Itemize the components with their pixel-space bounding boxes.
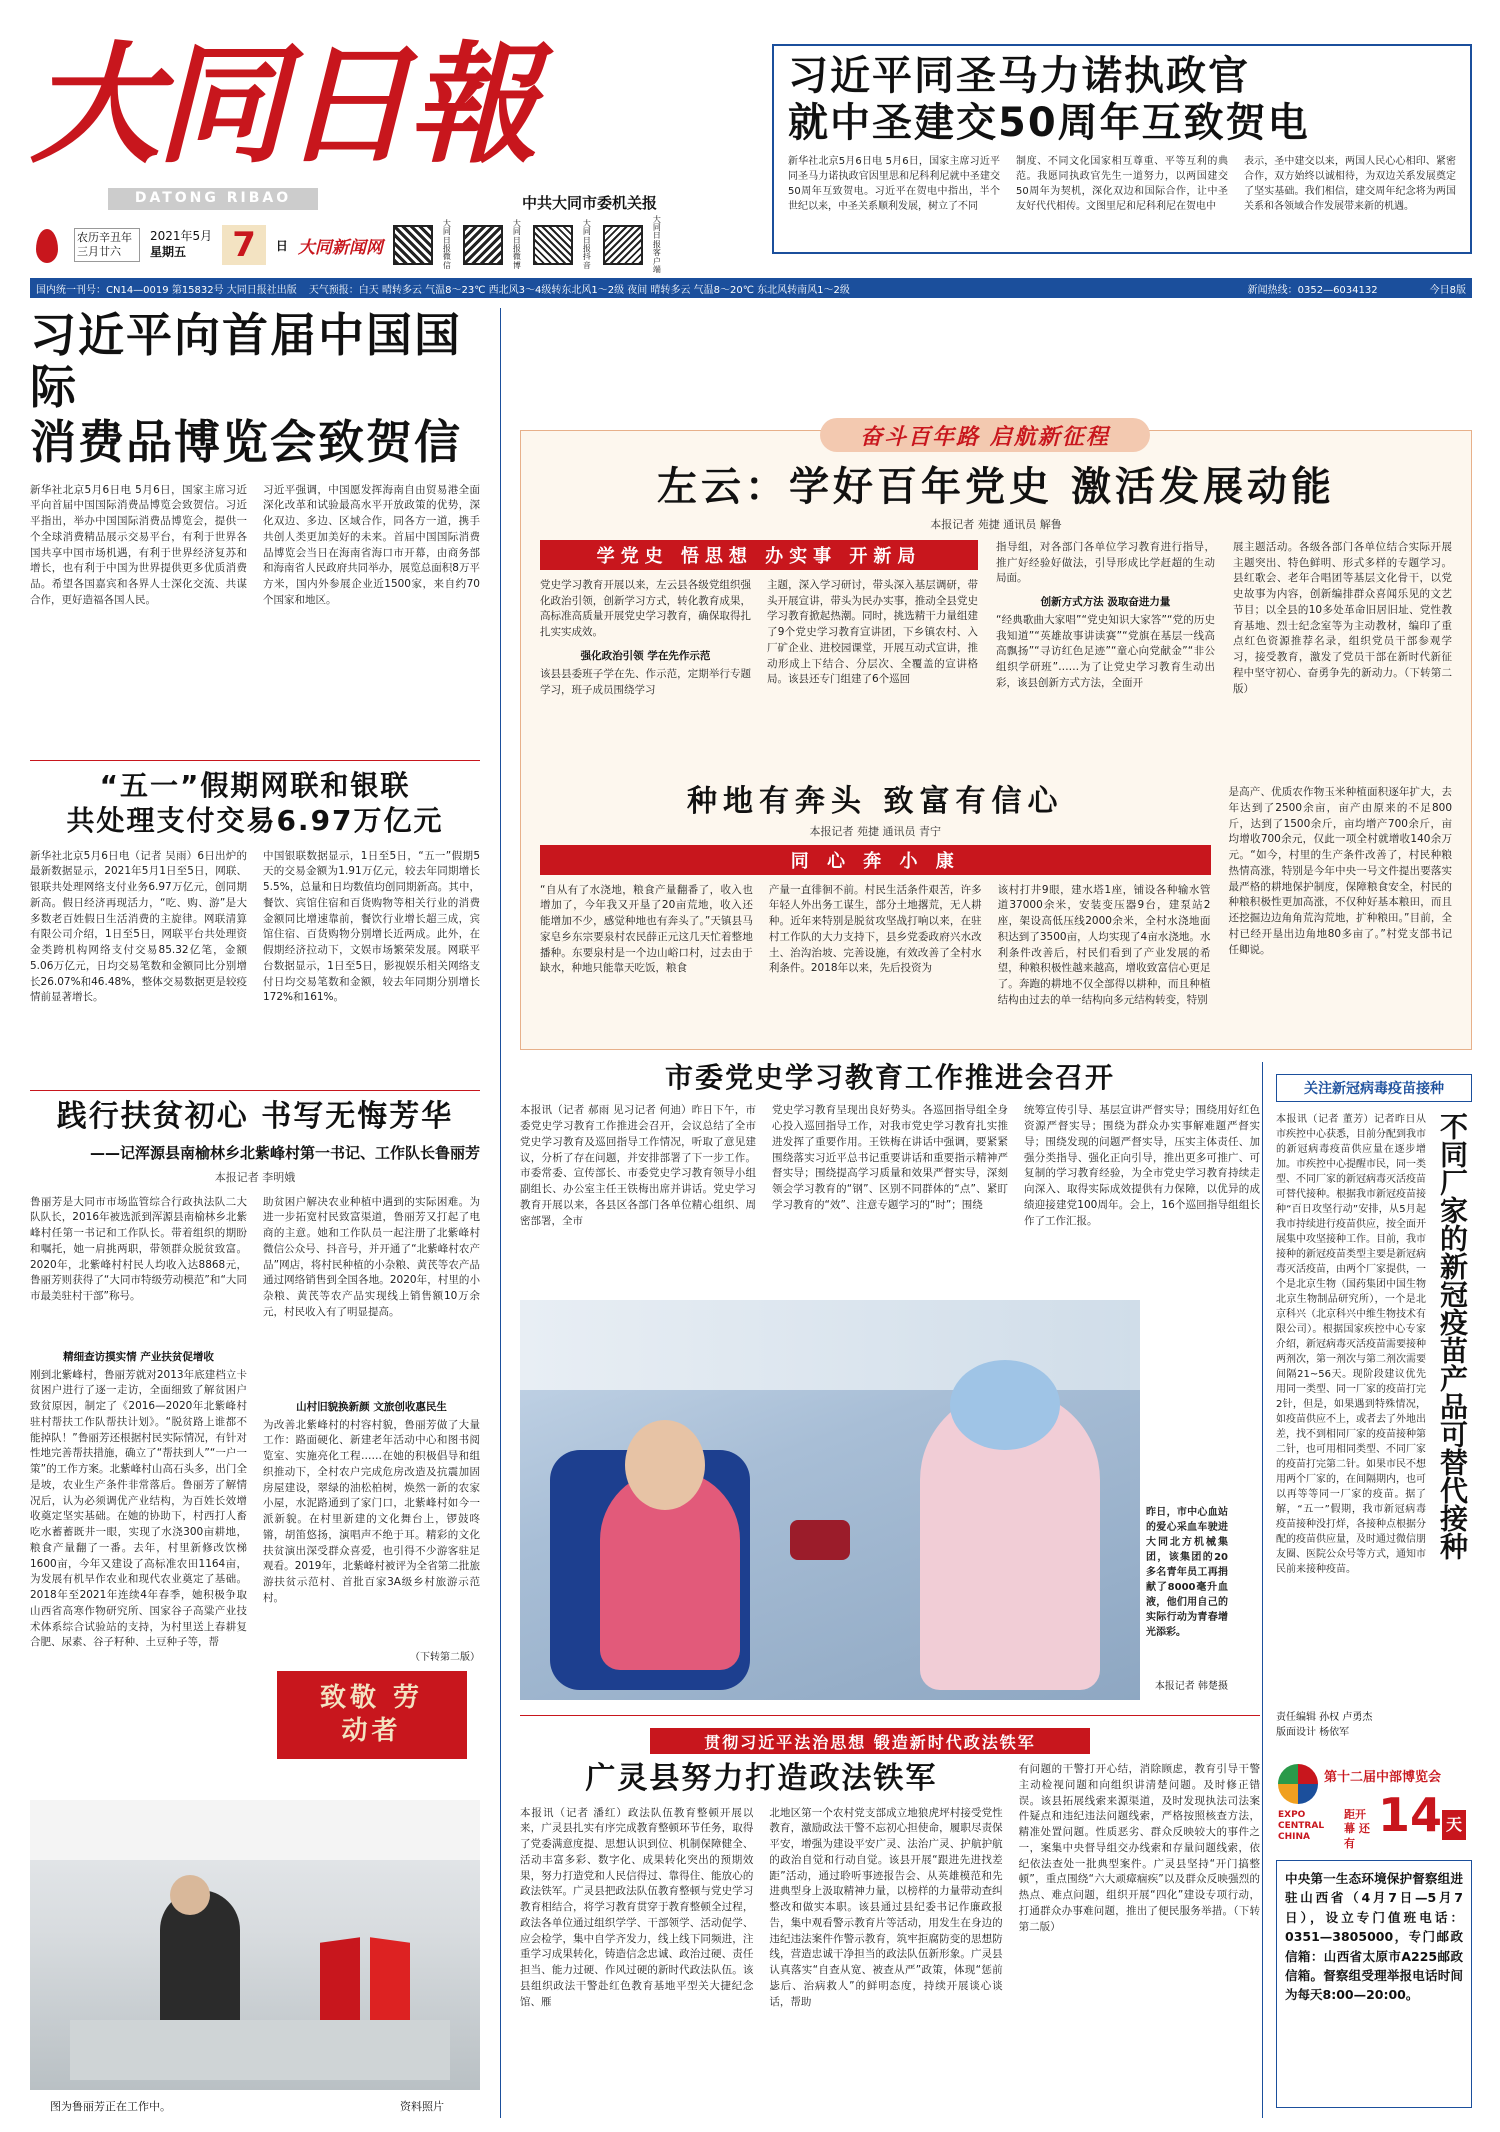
feature-col: 该县县委班子学在先、作示范，定期举行专题学习，班子成员围绕学习 [540, 667, 751, 696]
farm-col: “自从有了水浇地，粮食产量翻番了，收入也增加了，今年我又开垦了20亩荒地，收入还能增加不少，感觉种地也有奔头了。”天镇县马家皂乡东宗要泉村农民薛正元这几天忙着整地播种。东要泉村是一个边山峪口村，过去由于缺水，种地只能靠天吃饭，粮食 [540, 883, 753, 975]
masthead-logo [30, 20, 550, 190]
feature-subhead: 强化政治引领 学在先作示范 [580, 649, 711, 662]
feature-bar: 学党史 悟思想 办实事 开新局 [540, 540, 978, 570]
top-story-title-2: 就中圣建交50周年互致贺电 [788, 99, 1310, 146]
poverty-more: （下转第二版） [410, 1651, 480, 1663]
feature-col: 党史学习教育开展以来，左云县各级党组织强化政治引领，创新学习方式，转化教育成果，高标准高质量开展党史学习教育，确保取得扎扎实实成效。 [540, 578, 751, 639]
farm-title: 种地有奔头 致富有信心 [687, 784, 1064, 819]
labor-banner-text: 致敬 劳动者 [319, 1683, 424, 1746]
feature-byline: 本报记者 苑捷 通讯员 解鲁 [930, 517, 1062, 531]
wuyi-story [30, 770, 480, 1069]
masthead-pinyin: DATONG RIBAO [134, 190, 292, 206]
blood-caption: 昨日，市中心血站的爱心采血车驶进大同北方机械集团，该集团的20多名青年员工再捐献了8000毫升血液，他们用自己的实际行动为青春增光添彩。 本报记者 韩楚摄 [1146, 1507, 1228, 1692]
qr-label: 大同日报微博 [512, 218, 521, 270]
vaccine-col: 本报讯（记者 董芳）记者昨日从市疾控中心获悉，目前分配到我市的新冠病毒疫苗供应量在逐步增加。市疾控中心提醒市民，同一类型、不同厂家的新冠病毒灭活疫苗可替代接种。根据我市新冠疫苗接种“百日攻坚行动”安排，从5月起我市持续进行疫苗供应，按全面开展集中攻坚接种工作。目前，我市接种的新冠疫苗类型主要是新冠病毒灭活疫苗，由两个厂家提供，一个是北京生物（国药集团中国生物北京生物制品研究所），一个是北京科兴（北京科兴中维生物技术有限公司）。根据国家疾控中心专家介绍，新冠病毒灭活疫苗需要接种两剂次，第一剂次与第二剂次需要间隔21~56天。现阶段建议优先用同一类型、同一厂家的疫苗打完2针，但是，如果遇到特殊情况，如疫苗供应不上，或者去了外地出差，找不到相同厂家的疫苗接种第二针，也可用相同类型、不同厂家的疫苗打完第二针。如果市民不想用两个厂家的，在间隔期内，也可以再等等同一厂家的疫苗。据了解，“五一”假期，我市新冠病毒疫苗接种没打烊，各接种点根据分配的疫苗供应量，及时通过微信朋友圈、医院公众号等方式，通知市民前来接种疫苗。 [1276, 1114, 1426, 1575]
top-story-col: 制度、不同文化国家相互尊重、平等互利的典范。我愿同执政官先生一道努力，以两国建交50周年为契机，深化双边和国际合作，让中圣友好代代相传。文图里尼和尼科利尼在贺电中 [1016, 155, 1228, 212]
blood-donation-photo [520, 1300, 1140, 1700]
expo-days: 14 [1378, 1788, 1443, 1842]
column-divider [500, 308, 501, 2118]
meeting-col: 本报讯（记者 郝雨 见习记者 何迪）昨日下午，市委党史学习教育工作推进会召开，会议总结了全市党史学习教育及巡回指导工作情况，听取了意见建议，分析了存在问题，并安排部署了下一步工作。市委常委、宣传部长、市委党史学习教育领导小组副组长、办公室主任王铁梅出席并讲话。党史学习教育开展以来，各县区各部门各单位精心组织、周密部署，全市 [520, 1104, 756, 1227]
top-story-col: 表示，圣中建交以来，两国人民心心相印、紧密合作，双方始终以诚相待，为双边关系发展奠定了坚实基础。我们相信，建交周年纪念将为两国关系和各领域合作发展带来新的机遇。 [1244, 155, 1456, 212]
poverty-subhead: 精细查访摸实情 产业扶贫促增收 [63, 1350, 214, 1363]
weekday: 星期五 [150, 245, 187, 259]
poverty-title: 践行扶贫初心 书写无悔芳华 [56, 1099, 454, 1134]
info-bar [30, 278, 1472, 298]
qr-label: 大同日报抖音 [582, 218, 591, 270]
qr-label: 大同日报客户端 [652, 214, 661, 274]
meeting-col: 统筹宣传引导、基层宣讲严督实导；围绕用好红色资源严督实导；围绕为群众办实事解难题严督实导；围绕发现的问题严督实导，压实主体责任、加强分类指导、强化正向引导，推出更多可推广、可复制的学习教育经验，为全市党史学习教育持续走向深入、取得实际成效提供有力保障，以优异的成绩迎接建党100周年。会上，16个巡回指导组组长作了工作汇报。 [1024, 1104, 1260, 1227]
divider [30, 1090, 480, 1091]
poverty-col: 为改善北紫峰村的村容村貌，鲁丽芳做了大量工作：路面硬化、新建老年活动中心和图书阅览室、实施亮化工程……在她的积极倡导和组织推动下，全村农户完成危房改造及抗震加固房屋建设，翠绿的油松柏树，焕然一新的农家小屋，水泥路通到了家门口，北紫峰村如今一派新貌。在村里新建的文化舞台上，锣鼓咚锵，胡笛悠扬，演唱声不绝于耳。精彩的文化扶贫演出深受群众喜爱，也引得不少游客驻足观看。2019年，北紫峰村被评为全省第二批旅游扶贫示范村、首批百家3A级乡村旅游示范村。 [263, 1418, 480, 1604]
expo-en: EXPO CENTRAL CHINA [1278, 1810, 1325, 1842]
wuyi-col: 中国银联数据显示，1日至5日，“五一”假期5天的交易金额为1.91万亿元，较去年同期增长5.5%，总量和日均数值均创同期新高。其中，餐饮、宾馆住宿和百货购物等相关行业的消费金额同比增速靠前，餐饮行业增长超三成，宾馆住宿、百货购物分别增长近两成。此外，在假期经济拉动下，文娱市场繁荣发展。网联平台数据显示，1日至5日，影视娱乐相关网络支付日均交易笔数和金额，较去年同期分别增长172%和161%。 [263, 849, 480, 1004]
issue-info: 国内统一刊号：CN14—0019 第15832号 大同日报社出版 [36, 284, 297, 296]
feature-col: 展主题活动。各级各部门各单位结合实际开展主题突出、特色鲜明、形式多样的专题学习。县红歌会、老年合唱团等基层文化骨干，以党史故事为内容，创新编排群众喜闻乐见的文艺节目；以全县的10多处革命旧居旧址、党性教育基地、烈士纪念室等为主动教材，编印了重点红色资源推荐名录，组织党员干部参观学习，接受教育，激发了党员干部在新时代新征程中坚守初心、奋勇争先的新动力。（下转第二版） [1233, 540, 1452, 695]
lead-story [30, 310, 480, 649]
feature-col: 指导组，对各部门各单位学习教育进行指导，推广好经验好做法，引导形成比学赶超的生动局面。 [996, 540, 1215, 585]
farm-byline: 本报记者 苑捷 通讯员 青宁 [809, 824, 941, 838]
expo-days-unit: 天 [1442, 1810, 1466, 1840]
vaccine-title: 不同厂家的新冠疫苗产品可替代接种 [1436, 1112, 1469, 1560]
qr-label: 大同日报微信 [442, 218, 451, 270]
feature-title: 左云：学好百年党史 激活发展动能 [657, 464, 1335, 510]
masthead-title: 大同日報 [30, 28, 535, 181]
top-story-title-1: 习近平同圣马力诺执政官 [788, 53, 1250, 99]
poverty-byline: 本报记者 李明娥 [214, 1170, 296, 1184]
office-photo [30, 1800, 480, 2090]
wuyi-title-1: “五一”假期网联和银联 [99, 769, 411, 802]
lead-title-2: 消费品博览会致贺信 [30, 415, 462, 470]
poverty-subtitle: ——记浑源县南榆林乡北紫峰村第一书记、工作队长鲁丽芳 [89, 1143, 480, 1162]
feature-col: 主题，深入学习研讨，带头深入基层调研，带头开展宣讲，带头为民办实事，推动全县党史学习教育掀起热潮。同时，挑选精干力量组建了9个党史学习教育宣讲团，下乡镇农村、入厂矿企业、进校园课堂，开展互动式宣讲，推动形成上下结合、分层次、全覆盖的宣讲格局。该县还专门组建了6个巡回 [767, 578, 978, 686]
poverty-col: 刚到北紫峰村，鲁丽芳就对2013年底建档立卡贫困户进行了逐一走访，全面细致了解贫困户致贫原因，制定了《2016—2020年北紫峰村驻村帮扶工作队帮扶计划》。“脱贫路上谁都不能掉队！”鲁丽芳还根据村民实际情况，有针对性地完善帮扶措施，确立了“帮扶到人”“一户一策”的工作方案。北紫峰村山高石头多，出门全是坡，农业生产条件非常落后。鲁丽芳了解情况后，认为必须调优产业结构，为百姓长效增收奠定坚实基础。在她的协助下，村西打人畜吃水蓄蓄既井一眼，实现了水浇300亩耕地，粮食产量翻了一番。去年，村里新修改饮梯1600亩，今年又建设了高标准农田1164亩，为发展有机旱作农业和现代农业奠定了基础。2018年至2021年连续4年春季，她积极争取山西省高寒作物研究所、国家谷子高粱产业技术体系综合试验站的支持，为村里送上春耕复合肥、尿素、谷子籽种、土豆种子等，帮 [30, 1368, 247, 1649]
law-story [520, 1762, 1260, 2112]
flame-icon [30, 225, 64, 265]
law-col: 本报讯（记者 潘红）政法队伍教育整顿开展以来，广灵县扎实有序完成教育整顿环节任务，取得了党委满意度提、思想认识到位、机制保障健全、活动丰富多彩、数字化、成果转化突出的预期效果，努力打造党和人民信得过、靠得住、能放心的政法铁军。广灵县把政法队伍教育整顿与党史学习教育相结合，将学习教育贯穿于教育整顿全过程，政法各单位通过组织学学、干部领学、活动促学、应会检学，集中自学齐发力，线上线下同频进，注重学习成果转化，铸造信念忠诚、政治过硬、责任担当、能力过硬、作风过硬的新时代政法队伍。该县组织政法干警赴红色教育基地平型关大捷纪念馆、雁 [520, 1806, 754, 2008]
site-logo: 大同新闻网 [297, 237, 383, 258]
date-strip [30, 214, 770, 274]
vaccine-story [1276, 1112, 1472, 1692]
lead-col: 习近平强调，中国愿发挥海南自由贸易港全面深化改革和试验最高水平开放政策的优势，深化双边、多边、区域合作，同各方一道，携手共创人类更加美好的未来。首届中国国际消费品博览会当日在海南省海口市开幕，由商务部和海南省人民政府共同举办，展览总面积8万平方米，国内外参展企业近1500家，来自约70个国家和地区。 [263, 483, 480, 606]
desk [70, 2020, 450, 2080]
meeting-story [520, 1062, 1260, 1273]
farm-story [540, 785, 1452, 1035]
law-col: 有问题的干警打开心结，消除顾虑，教育引导干警主动检视问题和向组织讲清楚问题。及时修正错误。该县拓展线索来源渠道，及时发现执法司法案件疑点和违纪违法问题线索，严格按照核查方法，精准处置问题。性质恶劣、群众反映较大的事件之一，案集中央督导组交办线索和存量问题线索，依纪依法查处一批典型案件。广灵县坚持“开门搞整顿”，重点围绕“六大顽瘴痼疾”以及群众反映强烈的热点、难点问题，组织开展“四化”建设专项行动，打通群众办事难问题，推出了便民服务举措。（下转第二版） [1018, 1763, 1260, 1933]
editor-credits: 责任编辑 孙权 卢勇杰 版面设计 杨依军 [1276, 1712, 1373, 1738]
farm-col: 是高产、优质农作物玉米种植面积逐年扩大，去年达到了2500余亩，亩产由原来的不足800斤，达到了1500余斤，亩均增产700余斤，亩均增收700余元，仅此一项全村就增收140余万元。“如今，村里的生产条件改善了，村民种粮热情高涨，特别是今年中央一号文件提出要落实最严格的耕地保护制度，保障粮食安全，村民的种粮积极性更加高涨，不仅种好基本粮田，而且还挖掘边边角角荒沟荒地，扩种粮田。”目前，全村已经开垦出边角地80多亩了。”村党支部书记任卿说。 [1228, 786, 1452, 956]
blood-bag [790, 1520, 850, 1560]
feature-subhead: 创新方式方法 汲取奋进力量 [1040, 595, 1171, 608]
poverty-col: 鲁丽芳是大同市市场监管综合行政执法队二大队队长，2016年被选派到浑源县南榆林乡北紫峰村任第一书记和工作队长。带着组织的期盼和嘱托，她一肩挑两职，带领群众脱贫致富。2020年，北紫峰村村民人均收入达8868元，鲁丽芳则获得了“大同市特级劳动模范”和“大同市最美驻村干部”称号。 [30, 1195, 247, 1303]
farm-bar: 同 心 奔 小 康 [540, 845, 1211, 875]
law-bar: 贯彻习近平法治思想 锻造新时代政法铁军 [650, 1728, 1090, 1754]
expo-logo-icon [1278, 1764, 1318, 1804]
expo-countdown [1276, 1760, 1472, 1850]
farm-col: 该村打井9眼，建水塔1座，铺设各种输水管道37000余米，安装变压器9台，建泵站2座，架设高低压线2000余米，全村水浇地面积达到了3500亩，人均实现了4亩水浇地。水利条件改善后，村民们看到了产业发展的希望，种粮积极性越来越高，增收致富信心更足了。奔跑的耕地不仅全部得以耕种，而且种植结构由过去的单一结构向多元结构转变，特别 [997, 883, 1211, 1006]
column-divider [1262, 1062, 1263, 2118]
expo-name: 第十二届中部博览会 [1324, 1770, 1442, 1785]
office-photo-caption: 图为鲁丽芳正在工作中。 [50, 2100, 171, 2113]
day-mark: 日 [275, 238, 288, 253]
qr-code-icon [393, 225, 433, 265]
wuyi-col: 新华社北京5月6日电（记者 吴雨）6日出炉的最新数据显示，2021年5月1日至5日，网联、银联共处理网络支付业务6.97万亿元，创同期新高。假日经济再现活力，“吃、购、游”是大多数老百姓假日生活消费的主旋律。网联清算有限公司介绍，1日至5日，网联平台共处理资金类跨机构网络支付交易85.32亿笔，金额5.06万亿元，日均交易笔数和金额同比分别增长26.07%和46.48%，整体交易数据更是较疫情前显著增长。 [30, 849, 247, 1004]
expo-countdown-label: 距开幕 还有 [1344, 1808, 1370, 1850]
weather-forecast: 天气预报：白天 晴转多云 气温8～23℃ 西北风3～4级转东北风1～2级 夜间 晴转多云 气温8～20℃ 东北风转南风1～2级 [308, 284, 850, 296]
divider [30, 760, 480, 761]
issue-date: 2021年5月 [150, 229, 213, 244]
meeting-col: 党史学习教育呈现出良好势头。各巡回指导组全身心投入巡回指导工作，对我市党史学习教育扎实推进发挥了重要作用。王铁梅在讲话中强调，要紧紧围绕落实习近平总书记重要讲话和重要指示精神严督实导；围绕提高学习质量和效果严督实导，深刻领会学习教育的“钢”、区别不同群体的“点”、紧盯学习教育的“效”、注意专题学习的“时”；围绕 [772, 1104, 1008, 1211]
wuyi-title-2: 共处理支付交易6.97万亿元 [66, 804, 444, 838]
masthead-organ: 中共大同市委机关报 [522, 194, 658, 212]
feature-kicker: 奋斗百年路 启航新征程 [820, 418, 1150, 452]
farm-col: 产量一直徘徊不前。村民生活条件艰苦，许多年轻人外出务工谋生，部分土地撂荒，无人耕种。近年来特别是脱贫攻坚战打响以来，在驻村工作队的大力支持下，县乡党委政府兴水改土、治沟治坡、完善设施，有效改善了全村水利条件。2018年以来，先后投资为 [768, 883, 982, 975]
lead-title-1: 习近平向首届中国国际 [30, 308, 462, 414]
poverty-col: 助贫困户解决农业种植中遇到的实际困难。为进一步拓宽村民致富渠道，鲁丽芳又打起了电商的主意。她和工作队员一起注册了北紫峰村微信公众号、抖音号，并开通了“北紫峰村农产品”网店，将村民种植的小杂粮、黄芪等农产品通过网络销售到全国各地。2020年，村里的小杂粮、黄芪等农产品实现线上销售额10万余元，村民收入有了明显提高。 [263, 1195, 480, 1318]
law-title: 广灵县努力打造政法铁军 [585, 1761, 938, 1796]
office-photo-credit: 资料照片 [400, 2100, 444, 2113]
qr-code-icon [533, 225, 573, 265]
feature-story [540, 465, 1452, 720]
poverty-subhead: 山村旧貌换新颜 文旅创收惠民生 [296, 1400, 447, 1413]
top-story-box [772, 44, 1472, 254]
lead-col: 新华社北京5月6日电 5月6日，国家主席习近平向首届中国国际消费品博览会致贺信。习近平指出，举办中国国际消费品博览会，提供一个全球消费精品展示交易平台，有利于世界各国共享中国市场机遇，有利于世界经济复苏和增长，也有利于中国为世界提供更多优质消费品。希望各国嘉宾和各界人士深化交流、共谋合作，更好造福各国人民。 [30, 483, 247, 606]
qr-code-icon [463, 225, 503, 265]
vaccine-tag: 关注新冠病毒疫苗接种 [1276, 1074, 1472, 1102]
top-story-col: 新华社北京5月6日电 5月6日，国家主席习近平同圣马力诺执政官因里思和尼科利尼就中圣建交50周年互致贺电。习近平在贺电中指出，半个世纪以来，中圣关系顺利发展，树立了不同 [788, 155, 1000, 212]
inspection-notice: 中央第一生态环境保护督察组进驻山西省（4月7日—5月7日），设立专门值班电话：0351—3805000，专门邮政信箱：山西省太原市A225邮政信箱。督察组受理举报电话时间为每天8:00—20:00。 [1276, 1860, 1472, 2108]
meeting-title: 市委党史学习教育工作推进会召开 [664, 1061, 1115, 1094]
news-hotline: 新闻热线：0352—6034132 [1247, 284, 1378, 296]
divider [520, 1715, 1260, 1716]
poverty-story [30, 1100, 480, 1788]
day-number: 7 [222, 225, 266, 265]
labor-banner [277, 1671, 467, 1759]
lunar-date: 农历辛丑年 三月廿六 [74, 228, 140, 263]
feature-col: “经典歌曲大家唱”“党史知识大家答”“党的历史我知道”“英雄故事讲读赛”“党旗在基层一线高高飘扬”“寻访红色足迹”“童心向党献金”“非公组织学研班”……为了让党史学习教育生动出彩，该县创新方式方法，全面开 [996, 613, 1215, 689]
page-count: 今日8版 [1429, 284, 1466, 296]
law-col: 北地区第一个农村党支部成立地狼虎坪村接受党性教育，激励政法干警不忘初心担使命，履职尽责保平安，增强为建设平安广灵、法治广灵、护航护航的政治自觉和行动自觉。该县开展“跟进先进找差距”活动，通过聆听事迹报告会、从英雄模范和先进典型身上汲取精神力量，以榜样的力量带动查纠整改和做实本职。该县通过县纪委书记作廉政报告，集中观看警示教育片等活动，用发生在身边的违纪违法案件作警示教育，筑牢拒腐防变的思想防线，营造忠诚干净担当的政法队伍新形象。广灵县认真落实“自查从宽、被查从严”政策，体现“惩前毖后、治病救人”的鲜明态度，持续开展谈心谈话，帮助 [769, 1806, 1003, 2008]
qr-code-icon [603, 225, 643, 265]
